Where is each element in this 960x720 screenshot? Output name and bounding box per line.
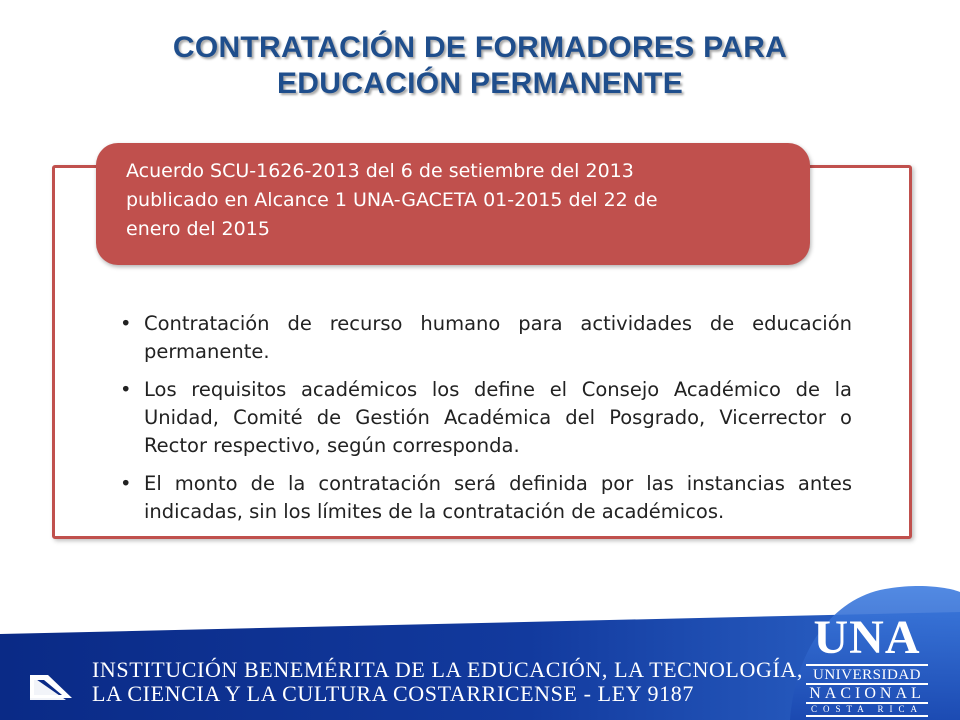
agreement-banner [96, 143, 810, 265]
logo-line-3: COSTA RICA [806, 702, 928, 717]
una-logo [806, 611, 928, 717]
bullet-dot-icon: • [120, 378, 132, 401]
logo-line-2: NACIONAL [806, 683, 928, 702]
title-line-2: EDUCACIÓN PERMANENTE [276, 67, 684, 100]
agreement-line-1: Acuerdo SCU-1626-2013 del 6 de setiembre del 2013 [126, 160, 634, 182]
agreement-line-3: enero del 2015 [126, 218, 270, 240]
agreement-line-2: publicado en Alcance 1 UNA-GACETA 01-2015 del 22 de [126, 189, 658, 211]
bullet-item [118, 310, 852, 366]
footer-line-2: LA CIENCIA Y LA CULTURA COSTARRICENSE - LEY 9187 [92, 681, 694, 706]
bullet-dot-icon: • [120, 472, 132, 495]
logo-line-1: UNIVERSIDAD [806, 664, 928, 683]
bullet-dot-icon: • [120, 312, 132, 335]
bullet-text: Contratación de recurso humano para actividades de educación permanente. [144, 312, 852, 363]
agreement-text [126, 157, 746, 244]
bullet-list [118, 310, 852, 536]
title-line-1: CONTRATACIÓN DE FORMADORES PARA [172, 31, 788, 64]
bullet-text: Los requisitos académicos los define el Consejo Académico de la Unidad, Comité de Gestión Académica del Posgrado, Vicerrector o Rector respectivo, según corresponda. [144, 378, 852, 457]
bullet-text: El monto de la contratación será definida por las instancias antes indicadas, sin los límites de la contratación de académicos. [144, 472, 852, 523]
logo-word: UNA [813, 611, 921, 664]
footer-motto [92, 658, 803, 706]
slide-title [0, 30, 960, 102]
bullet-item [118, 376, 852, 460]
footer-line-1: INSTITUCIÓN BENEMÉRITA DE LA EDUCACIÓN, LA TECNOLOGÍA, [92, 657, 803, 682]
bullet-item [118, 470, 852, 526]
